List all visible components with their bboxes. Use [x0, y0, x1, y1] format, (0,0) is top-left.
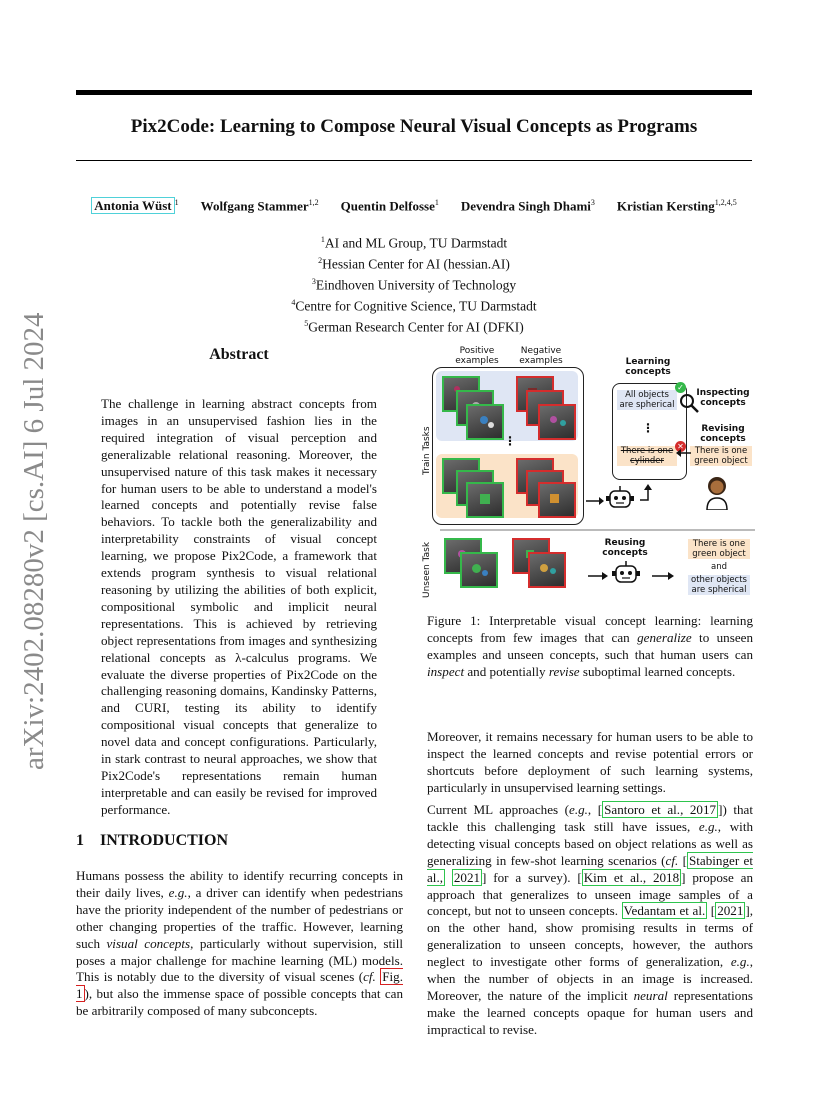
ellipsis: ⋮ [642, 421, 654, 435]
author: Kristian Kersting$^{1,2,4,5}$ [616, 198, 737, 214]
example-image [538, 482, 576, 518]
negative-examples-label: Negative examples [519, 346, 563, 366]
author: Wolfgang Stammer$^{1,2}$ [200, 198, 319, 214]
arrow-right-icon [586, 496, 604, 506]
revising-concepts-label: Revising concepts [700, 424, 746, 444]
concept-tag-struck: There is one cylinder [617, 446, 677, 466]
figure-1 [420, 340, 760, 605]
citation-link[interactable]: Santoro et al., 2017 [604, 802, 717, 817]
citation-link[interactable]: Stabinger et al., [427, 852, 753, 885]
citation-link[interactable]: 2021 [717, 903, 744, 919]
arrow-right-icon [588, 571, 608, 581]
unseen-task-label: Unseen Task [422, 541, 432, 598]
example-image [538, 404, 576, 440]
figure-link[interactable]: Fig. 1 [76, 969, 403, 1002]
abstract-heading: Abstract [209, 346, 269, 363]
robot-icon [606, 485, 634, 515]
arrow-right-icon [652, 571, 674, 581]
affiliation: $^4$Centre for Cognitive Science, TU Darmstadt [291, 298, 537, 314]
arrow-left-icon [676, 448, 692, 458]
figure-caption: Figure 1: Interpretable visual concept learning: learning concepts from few images that can generalize to unseen examples and unseen concepts, such that human users can inspect and potentially revise suboptimal learned concepts. [427, 613, 753, 679]
ellipsis: ⋮ [504, 434, 516, 448]
person-icon [704, 476, 730, 510]
title-rule [76, 160, 752, 161]
inspecting-concepts-label: Inspecting concepts [696, 388, 750, 408]
check-icon: ✓ [675, 382, 686, 393]
reusing-concepts-label: Reusing concepts [602, 538, 648, 558]
arrow-up-icon [638, 484, 658, 506]
affiliation: $^2$Hessian Center for AI (hessian.AI) [318, 256, 510, 272]
author: Devendra Singh Dhami$^3$ [460, 198, 595, 214]
right-paragraph: Current ML approaches (e.g., [ Santoro et al., 2017 ]) that tackle this challenging task still have issues, e.g., with detecting visual concepts based on object relations as well as generalizing in few-shot learning scenarios (cf. [ Stabinger et al., 2021 ] for a survey). [ Kim et al., 2018 ] propose an approach that generalizes to unseen image samples of a concept, but not to unseen concepts. Vedantam et al. [ 2021 ], on the other hand, show promising results in terms of generalization to unseen concepts, however, the authors neglect to investigate other forms of generalization, e.g., when the number of objects in an image is increased. Moreover, the nature of the implicit neural representations make the learned concepts opaque for human users and impractical to revise. [427, 802, 754, 1037]
author: Quentin Delfosse$^1$ [340, 198, 439, 214]
learning-concepts-label: Learning concepts [625, 357, 671, 377]
concept-tag: All objects are spherical [617, 390, 677, 410]
affiliation: $^1$AI and ML Group, TU Darmstadt [320, 235, 508, 251]
citation-link[interactable]: 2021 [453, 869, 481, 885]
reuse-concept-tag: There is one green object [688, 539, 750, 559]
cross-icon: ✕ [675, 441, 686, 452]
revised-concept-tag: There is one green object [690, 446, 752, 466]
example-image [466, 404, 504, 440]
example-image [460, 552, 498, 588]
author-list [76, 198, 752, 214]
affiliations [76, 231, 752, 336]
paper-title: Pix2Code: Learning to Compose Neural Visual Concepts as Programs [130, 116, 698, 137]
example-image [466, 482, 504, 518]
right-paragraph: Moreover, it remains necessary for human users to be able to inspect the learned concepts and revise potential errors or shortcuts before deployment of such learning systems, particularly in unsupervised learning settings. [427, 729, 753, 795]
section-heading: 1 INTRODUCTION [76, 832, 229, 849]
author[interactable]: Antonia Wüst $^1$ [91, 198, 178, 214]
intro-paragraph: Humans possess the ability to identify recurring concepts in their daily lives, e.g., a driver can identify when pedestrians have the priority independent of the number of pedestrians or other changing properties of the traffic. However, learning such visual concepts, particularly without supervision, still poses a major challenge for machine learning (ML) models. This is notably due to the diversity of visual scenes (cf. Fig. 1 ), but also the immense space of possible concepts that can be arbitrarily composed of many subconcepts. [76, 868, 404, 1019]
train-tasks-label: Train Tasks [422, 426, 432, 475]
example-image [528, 552, 566, 588]
affiliation: $^3$Eindhoven University of Technology [311, 277, 517, 293]
divider [440, 529, 755, 531]
robot-icon [612, 560, 640, 590]
reuse-concept-tag: other objects are spherical [688, 575, 750, 595]
citation-link[interactable]: Vedantam et al. [623, 903, 706, 919]
positive-examples-label: Positive examples [455, 346, 499, 366]
affiliation: $^5$German Research Center for AI (DFKI) [304, 319, 524, 335]
top-rule [76, 90, 752, 95]
reuse-and: and [711, 562, 727, 572]
citation-link[interactable]: Kim et al., 2018 [583, 869, 680, 885]
abstract-text: The challenge in learning abstract concepts from images in an unsupervised fashion lies in the required integration of visual perception and generalizable relational reasoning. Moreover, the unsupervised nature of this task makes it necessary for human users to be able to understand a model's learned concepts and potentially revise false behaviors. To tackle both the generalizability and interpretability constraints of visual concept learning, we propose Pix2Code, a framework that extends program synthesis to visual relational reasoning by utilizing the abilities of both explicit, compositional symbolic and implicit neural representations. This is achieved by retrieving object representations from images and synthesizing relational concepts as λ-calculus programs. We evaluate the diverse properties of Pix2Code on the challenging reasoning domains, Kandinsky Patterns, and CURI, testing its ability to identify compositional visual concepts that generalize to novel data and concept configurations. Particularly, in stark contrast to neural approaches, we show that Pix2Code's representations remain human interpretable and can easily be revised for improved performance. [101, 396, 377, 817]
arxiv-stamp: arXiv:2402.08280v2 [cs.AI] 6 Jul 2024 [18, 312, 50, 770]
